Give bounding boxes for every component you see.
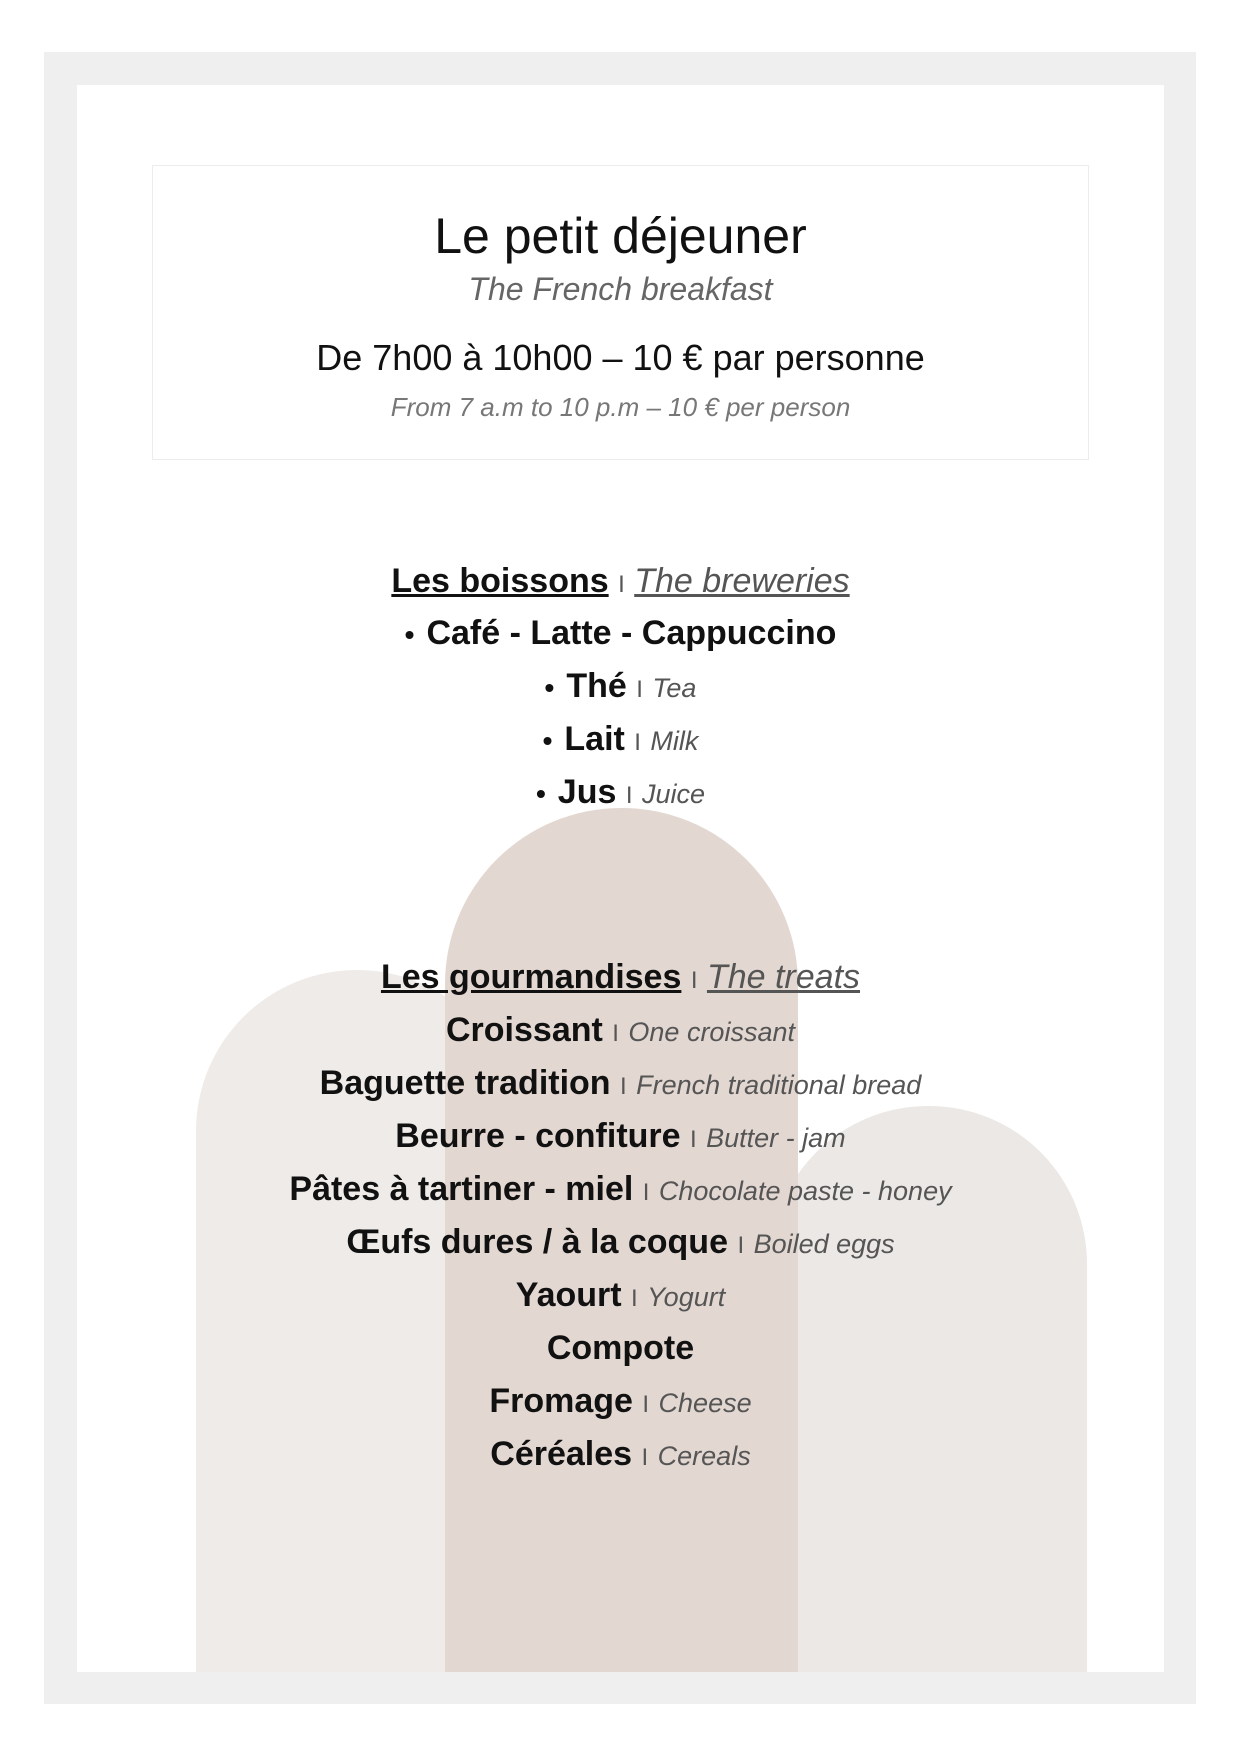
drink-item: [0, 665, 1241, 711]
drink-item-fr: Jus: [557, 773, 617, 811]
treat-item: [0, 1327, 1241, 1369]
treat-item: [0, 1274, 1241, 1320]
treat-item-fr: Croissant: [446, 1011, 603, 1049]
page-subtitle: The French breakfast: [468, 271, 773, 307]
title-box: [152, 165, 1089, 460]
treat-item-fr: Beurre - confiture: [395, 1117, 681, 1155]
treat-item: [0, 1062, 1241, 1108]
treat-item-en: Boiled eggs: [753, 1229, 895, 1259]
separator: I: [636, 676, 643, 703]
treat-item-fr: Pâtes à tartiner - miel: [289, 1170, 634, 1208]
treat-item-en: Cheese: [658, 1388, 752, 1418]
treat-item: [0, 1115, 1241, 1161]
separator: I: [634, 729, 641, 756]
treats-heading-fr: Les gourmandises: [380, 958, 682, 996]
drinks-heading-en: The breweries: [634, 562, 850, 600]
separator: I: [625, 782, 633, 809]
drink-item-en: Milk: [650, 726, 699, 756]
separator: I: [641, 1444, 649, 1471]
separator: I: [737, 1232, 745, 1259]
treat-item-en: Butter - jam: [706, 1123, 846, 1153]
treat-item-fr: Œufs dures / à la coque: [346, 1223, 728, 1261]
treat-item-en: One croissant: [628, 1017, 795, 1047]
treat-item-en: Yogurt: [647, 1282, 726, 1312]
treat-item-fr: Yaourt: [515, 1276, 622, 1314]
drink-item: [0, 771, 1241, 817]
treat-item-en: Chocolate paste - honey: [658, 1176, 952, 1206]
page-title: Le petit déjeuner: [434, 208, 807, 264]
treat-item-fr: Baguette tradition: [319, 1064, 611, 1102]
drink-item-en: Tea: [652, 673, 697, 703]
treat-item-fr: Fromage: [489, 1382, 633, 1420]
drinks-heading-fr: Les boissons: [391, 562, 609, 600]
treat-item: [0, 1168, 1241, 1214]
treat-item: [0, 1380, 1241, 1426]
drinks-heading: [0, 560, 1241, 606]
drink-item: [0, 612, 1241, 656]
separator: I: [631, 1285, 638, 1312]
separator: I: [690, 967, 698, 994]
treat-item-fr: Céréales: [490, 1435, 633, 1473]
separator: I: [642, 1391, 650, 1418]
hours-price: De 7h00 à 10h00 – 10 € par personne: [316, 337, 925, 378]
bullet-icon: •: [542, 725, 553, 756]
treat-item: [0, 1009, 1241, 1055]
treat-item: [0, 1221, 1241, 1267]
drink-item-fr: Thé: [566, 667, 627, 705]
drink-item-fr: Lait: [564, 720, 625, 758]
separator: I: [620, 1073, 627, 1100]
treats-heading: [0, 956, 1241, 1002]
bullet-icon: •: [535, 778, 546, 809]
treat-item: [0, 1433, 1241, 1479]
treat-item-en: Cereals: [657, 1441, 751, 1471]
separator: I: [690, 1126, 697, 1153]
hours-price-english: From 7 a.m to 10 p.m – 10 € per person: [390, 392, 851, 422]
separator: I: [618, 571, 625, 598]
treat-item-fr: Compote: [546, 1329, 695, 1367]
bullet-icon: •: [544, 672, 555, 703]
separator: I: [642, 1179, 650, 1206]
treats-heading-en: The treats: [706, 958, 861, 996]
drink-item-fr: Café - Latte - Cappuccino: [426, 614, 837, 652]
drink-item-en: Juice: [641, 779, 705, 809]
separator: I: [612, 1020, 619, 1047]
treat-item-en: French traditional bread: [636, 1070, 922, 1100]
bullet-icon: •: [404, 619, 415, 650]
drink-item: [0, 718, 1241, 764]
